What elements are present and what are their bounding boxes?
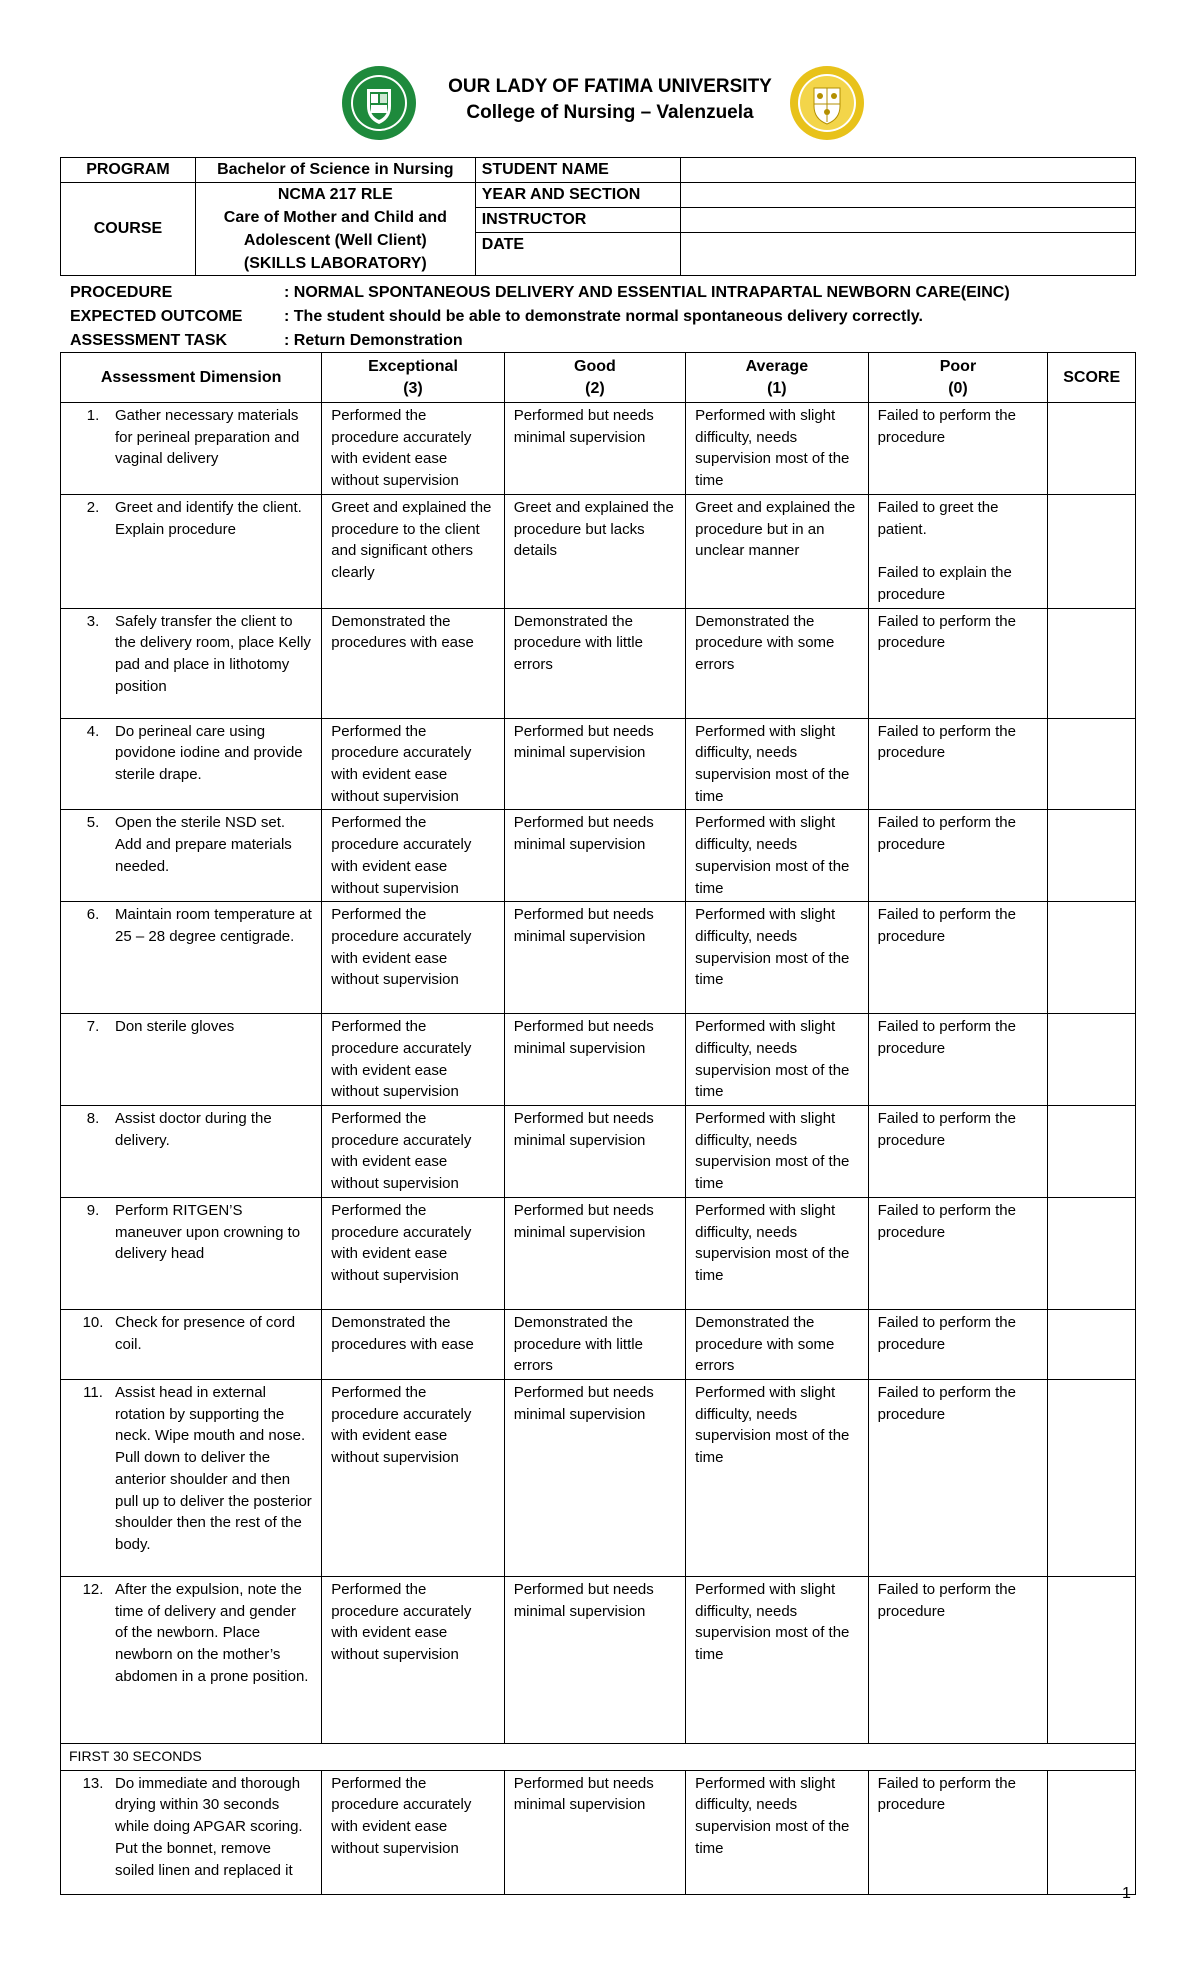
- poor-criteria: Failed to perform the procedure: [868, 1106, 1048, 1198]
- poor-criteria: Failed to perform the procedure: [868, 1309, 1048, 1379]
- header-exceptional-points: (3): [403, 379, 423, 397]
- average-criteria: Performed with slight difficulty, needs supervision most of the time: [686, 810, 868, 902]
- step-description: Check for presence of cord coil.: [115, 1313, 296, 1353]
- good-criteria: Performed but needs minimal supervision: [504, 1770, 685, 1894]
- table-row: [61, 1379, 1136, 1576]
- program-value: Bachelor of Science in Nursing: [195, 158, 475, 183]
- step-number: 2.: [86, 498, 100, 516]
- good-criteria: Performed but needs minimal supervision: [504, 1197, 685, 1309]
- average-criteria: Performed with slight difficulty, needs supervision most of the time: [686, 1379, 868, 1576]
- expected-outcome-label: EXPECTED OUTCOME: [70, 308, 243, 325]
- step-number: 13.: [82, 1774, 104, 1792]
- section-first-30-seconds: FIRST 30 SECONDS: [61, 1743, 1136, 1770]
- average-criteria: Greet and explained the procedure but in an unclear manner: [686, 494, 868, 608]
- score-cell[interactable]: [1048, 718, 1136, 810]
- average-criteria: Performed with slight difficulty, needs supervision most of the time: [686, 902, 868, 1014]
- exceptional-criteria: Demonstrated the procedures with ease: [322, 608, 504, 718]
- step-description: Assist doctor during the delivery.: [115, 1110, 272, 1149]
- header-exceptional: [322, 353, 504, 403]
- college-name: College of Nursing – Valenzuela: [466, 102, 754, 123]
- score-cell[interactable]: [1048, 810, 1136, 902]
- assessment-dimension-cell: [61, 810, 322, 902]
- exceptional-criteria: Performed the procedure accurately with evident ease without supervision: [322, 1014, 504, 1106]
- table-row: [61, 608, 1136, 718]
- step-description: Assist head in external rotation by supporting the neck. Wipe mouth and nose. Pull down to deliver the anterior shoulder and then pull up to deliver the posterior shoulder then the rest of the body.: [115, 1383, 312, 1553]
- assessment-task-value: : Return Demonstration: [284, 332, 463, 349]
- exceptional-criteria: Performed the procedure accurately with evident ease without supervision: [322, 902, 504, 1014]
- table-row: [61, 403, 1136, 495]
- assessment-dimension-cell: [61, 494, 322, 608]
- assessment-task-line: [70, 329, 463, 353]
- step-description: Do perineal care using povidone iodine and provide sterile drape.: [115, 722, 303, 784]
- poor-criteria: Failed to perform the procedure: [868, 1576, 1048, 1743]
- assessment-dimension-cell: [61, 403, 322, 495]
- header-exceptional-label: Exceptional: [368, 357, 458, 375]
- expected-outcome-value: : The student should be able to demonstrate normal spontaneous delivery correctly.: [284, 308, 923, 325]
- score-cell[interactable]: [1048, 403, 1136, 495]
- instructor-label: INSTRUCTOR: [475, 208, 680, 233]
- expected-outcome-line: [70, 305, 923, 329]
- poor-criteria: Failed to perform the procedure: [868, 718, 1048, 810]
- assessment-dimension-cell: [61, 1770, 322, 1894]
- poor-criteria: Failed to perform the procedure: [868, 1770, 1048, 1894]
- exceptional-criteria: Demonstrated the procedures with ease: [322, 1309, 504, 1379]
- average-criteria: Demonstrated the procedure with some errors: [686, 1309, 868, 1379]
- student-name-label: STUDENT NAME: [475, 158, 680, 183]
- date-field[interactable]: [680, 233, 1135, 276]
- header-good-label: Good: [574, 357, 616, 375]
- score-cell[interactable]: [1048, 1770, 1136, 1894]
- good-criteria: Performed but needs minimal supervision: [504, 1576, 685, 1743]
- score-cell[interactable]: [1048, 494, 1136, 608]
- table-row: [61, 902, 1136, 1014]
- average-criteria: Performed with slight difficulty, needs supervision most of the time: [686, 403, 868, 495]
- student-name-field[interactable]: [680, 158, 1135, 183]
- table-row: [61, 1576, 1136, 1743]
- rubric-table: [60, 352, 1136, 1895]
- step-number: 3.: [86, 612, 100, 630]
- step-number: 12.: [82, 1580, 104, 1598]
- exceptional-criteria: Performed the procedure accurately with evident ease without supervision: [322, 1379, 504, 1576]
- header-average-points: (1): [767, 379, 787, 397]
- average-criteria: Performed with slight difficulty, needs supervision most of the time: [686, 718, 868, 810]
- score-cell[interactable]: [1048, 1014, 1136, 1106]
- good-criteria: Performed but needs minimal supervision: [504, 810, 685, 902]
- procedure-value: : NORMAL SPONTANEOUS DELIVERY AND ESSENTIAL INTRAPARTAL NEWBORN CARE(EINC): [284, 284, 1010, 301]
- average-criteria: Demonstrated the procedure with some errors: [686, 608, 868, 718]
- header-poor: [868, 353, 1048, 403]
- step-number: 8.: [86, 1110, 100, 1128]
- exceptional-criteria: Performed the procedure accurately with evident ease without supervision: [322, 1770, 504, 1894]
- step-description: Do immediate and thorough drying within 30 seconds while doing APGAR scoring. Put the bonnet, remove soiled linen and replaced it: [115, 1774, 303, 1879]
- table-row: [61, 718, 1136, 810]
- step-number: 1.: [86, 407, 100, 424]
- instructor-field[interactable]: [680, 208, 1135, 233]
- step-description: After the expulsion, note the time of delivery and gender of the newborn. Place newborn on the mother’s abdomen in a prone position.: [115, 1580, 309, 1685]
- average-criteria: Performed with slight difficulty, needs supervision most of the time: [686, 1014, 868, 1106]
- score-cell[interactable]: [1048, 1379, 1136, 1576]
- assessment-dimension-cell: [61, 1576, 322, 1743]
- poor-criteria: Failed to perform the procedure: [868, 608, 1048, 718]
- assessment-dimension-cell: [61, 718, 322, 810]
- average-criteria: Performed with slight difficulty, needs supervision most of the time: [686, 1576, 868, 1743]
- course-code: NCMA 217 RLE: [277, 186, 393, 203]
- assessment-dimension-cell: [61, 902, 322, 1014]
- header-assessment-dimension: Assessment Dimension: [61, 353, 322, 403]
- course-title-line-1: Care of Mother and Child and: [223, 209, 447, 226]
- course-value: [195, 183, 475, 276]
- page-number: 1: [1122, 1885, 1131, 1902]
- header-good-points: (2): [585, 379, 605, 397]
- course-label: COURSE: [61, 183, 196, 276]
- good-criteria: Greet and explained the procedure but lacks details: [504, 494, 685, 608]
- poor-criteria: [868, 494, 1048, 608]
- header-score: SCORE: [1048, 353, 1136, 403]
- good-criteria: Performed but needs minimal supervision: [504, 1379, 685, 1576]
- poor-criteria: Failed to perform the procedure: [868, 1014, 1048, 1106]
- assessment-dimension-cell: [61, 1309, 322, 1379]
- average-criteria: Performed with slight difficulty, needs supervision most of the time: [686, 1106, 868, 1198]
- step-description: Gather necessary materials for perineal preparation and vaginal delivery: [115, 407, 300, 468]
- good-criteria: Performed but needs minimal supervision: [504, 403, 685, 495]
- exceptional-criteria: Greet and explained the procedure to the client and significant others clearly: [322, 494, 504, 608]
- step-description: Don sterile gloves: [115, 1018, 235, 1036]
- course-title-line-2: Adolescent (Well Client): [243, 232, 427, 249]
- poor-criteria: Failed to perform the procedure: [868, 902, 1048, 1014]
- score-cell[interactable]: [1048, 1309, 1136, 1379]
- poor-criteria: Failed to perform the procedure: [868, 810, 1048, 902]
- header-average: [686, 353, 868, 403]
- score-cell[interactable]: [1048, 1106, 1136, 1198]
- assessment-dimension-cell: [61, 1379, 322, 1576]
- step-description: Maintain room temperature at 25 – 28 degree centigrade.: [115, 906, 312, 945]
- good-criteria: Performed but needs minimal supervision: [504, 1106, 685, 1198]
- poor-criteria: Failed to perform the procedure: [868, 1379, 1048, 1576]
- score-cell[interactable]: [1048, 1197, 1136, 1309]
- university-seal-icon: [340, 64, 418, 142]
- step-number: 9.: [86, 1201, 100, 1219]
- program-label: PROGRAM: [61, 158, 196, 183]
- exceptional-criteria: Performed the procedure accurately with evident ease without supervision: [322, 718, 504, 810]
- good-criteria: Demonstrated the procedure with little errors: [504, 608, 685, 718]
- score-cell[interactable]: [1048, 902, 1136, 1014]
- section-row: [61, 1743, 1136, 1770]
- header-poor-label: Poor: [939, 357, 977, 375]
- poor-criteria-explain: Failed to explain the procedure: [877, 564, 1012, 603]
- year-section-field[interactable]: [680, 183, 1135, 208]
- average-criteria: Performed with slight difficulty, needs supervision most of the time: [686, 1770, 868, 1894]
- table-row: [61, 1770, 1136, 1894]
- table-row: [61, 810, 1136, 902]
- course-info-table: [60, 157, 1136, 276]
- good-criteria: Performed but needs minimal supervision: [504, 718, 685, 810]
- step-description: Open the sterile NSD set. Add and prepare materials needed.: [115, 814, 292, 875]
- average-criteria: Performed with slight difficulty, needs supervision most of the time: [686, 1197, 868, 1309]
- year-section-label: YEAR AND SECTION: [475, 183, 680, 208]
- score-cell[interactable]: [1048, 608, 1136, 718]
- step-number: 4.: [86, 722, 100, 740]
- poor-criteria: Failed to perform the procedure: [868, 1197, 1048, 1309]
- assessment-task-label: ASSESSMENT TASK: [70, 332, 228, 349]
- table-row: [61, 1309, 1136, 1379]
- date-label: DATE: [475, 233, 680, 276]
- step-number: 10.: [82, 1313, 104, 1331]
- good-criteria: Performed but needs minimal supervision: [504, 902, 685, 1014]
- exceptional-criteria: Performed the procedure accurately with evident ease without supervision: [322, 1576, 504, 1743]
- assessment-dimension-cell: [61, 608, 322, 718]
- table-row: [61, 494, 1136, 608]
- table-row: [61, 1106, 1136, 1198]
- exceptional-criteria: Performed the procedure accurately with evident ease without supervision: [322, 810, 504, 902]
- header-good: [504, 353, 685, 403]
- header-average-label: Average: [745, 357, 809, 375]
- step-number: 5.: [86, 814, 100, 832]
- college-seal-icon: [788, 64, 866, 142]
- step-description: Safely transfer the client to the delivery room, place Kelly pad and place in lithotomy position: [115, 612, 311, 695]
- step-description: Greet and identify the client. Explain procedure: [115, 498, 302, 538]
- good-criteria: Demonstrated the procedure with little errors: [504, 1309, 685, 1379]
- step-number: 7.: [86, 1018, 100, 1036]
- exceptional-criteria: Performed the procedure accurately with evident ease without supervision: [322, 403, 504, 495]
- table-row: [61, 1197, 1136, 1309]
- step-description: Perform RITGEN’S maneuver upon crowning to delivery head: [115, 1201, 301, 1263]
- document-header: [0, 60, 1200, 150]
- course-type: (SKILLS LABORATORY): [243, 255, 427, 272]
- poor-criteria: Failed to perform the procedure: [868, 403, 1048, 495]
- step-number: 11.: [83, 1383, 103, 1401]
- score-cell[interactable]: [1048, 1576, 1136, 1743]
- exceptional-criteria: Performed the procedure accurately with evident ease without supervision: [322, 1197, 504, 1309]
- assessment-dimension-cell: [61, 1106, 322, 1198]
- procedure-line: [70, 281, 1010, 305]
- table-row: [61, 1014, 1136, 1106]
- exceptional-criteria: Performed the procedure accurately with evident ease without supervision: [322, 1106, 504, 1198]
- assessment-dimension-cell: [61, 1197, 322, 1309]
- assessment-dimension-cell: [61, 1014, 322, 1106]
- good-criteria: Performed but needs minimal supervision: [504, 1014, 685, 1106]
- procedure-label: PROCEDURE: [70, 284, 173, 301]
- poor-criteria-greet: Failed to greet the patient.: [877, 498, 999, 538]
- university-name: OUR LADY OF FATIMA UNIVERSITY: [448, 76, 772, 97]
- step-number: 6.: [86, 906, 100, 924]
- header-poor-points: (0): [948, 379, 968, 397]
